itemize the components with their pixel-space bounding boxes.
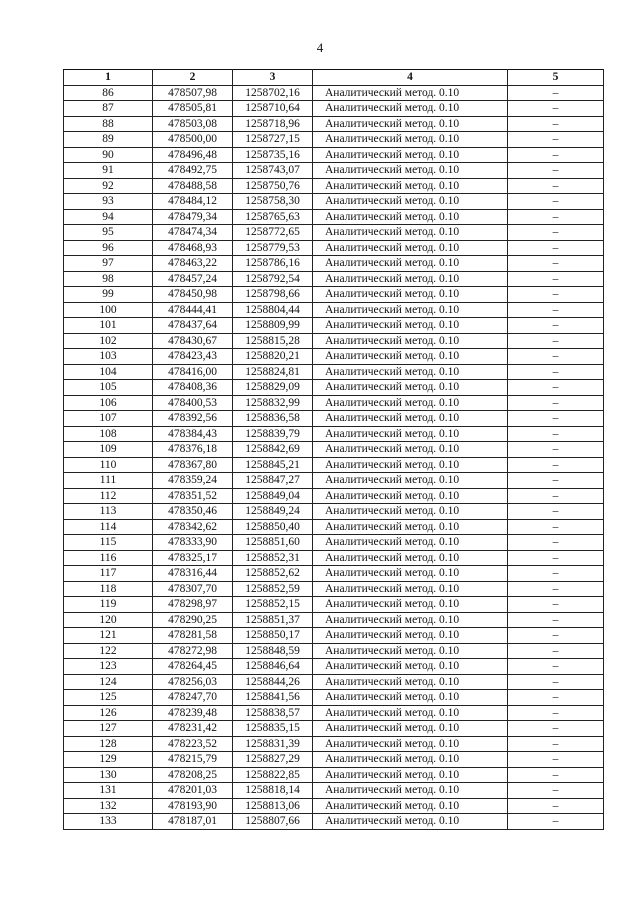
description-cell: – [508, 395, 604, 411]
method-cell: Аналитический метод. 0.10 [313, 628, 508, 644]
table-row [64, 767, 604, 783]
table-row [64, 581, 604, 597]
y-coordinate-cell: 1258851,37 [233, 612, 313, 628]
description-cell: – [508, 225, 604, 241]
y-coordinate-cell: 1258750,76 [233, 178, 313, 194]
table-row [64, 488, 604, 504]
method-cell: Аналитический метод. 0.10 [313, 349, 508, 365]
column-header-x-coordinate: 2 [153, 70, 233, 86]
table-row [64, 163, 604, 179]
description-cell: – [508, 643, 604, 659]
method-cell: Аналитический метод. 0.10 [313, 163, 508, 179]
point-number-cell: 102 [64, 333, 153, 349]
y-coordinate-cell: 1258850,40 [233, 519, 313, 535]
y-coordinate-cell: 1258852,59 [233, 581, 313, 597]
description-cell: – [508, 550, 604, 566]
y-coordinate-cell: 1258849,24 [233, 504, 313, 520]
table-row [64, 333, 604, 349]
point-number-cell: 130 [64, 767, 153, 783]
point-number-cell: 109 [64, 442, 153, 458]
table-row [64, 783, 604, 799]
description-cell: – [508, 659, 604, 675]
x-coordinate-cell: 478215,79 [153, 752, 233, 768]
y-coordinate-cell: 1258831,39 [233, 736, 313, 752]
description-cell: – [508, 783, 604, 799]
y-coordinate-cell: 1258839,79 [233, 426, 313, 442]
x-coordinate-cell: 478316,44 [153, 566, 233, 582]
y-coordinate-cell: 1258804,44 [233, 302, 313, 318]
method-cell: Аналитический метод. 0.10 [313, 736, 508, 752]
x-coordinate-cell: 478376,18 [153, 442, 233, 458]
table-row [64, 473, 604, 489]
point-number-cell: 115 [64, 535, 153, 551]
y-coordinate-cell: 1258850,17 [233, 628, 313, 644]
x-coordinate-cell: 478437,64 [153, 318, 233, 334]
method-cell: Аналитический метод. 0.10 [313, 411, 508, 427]
y-coordinate-cell: 1258827,29 [233, 752, 313, 768]
table-row [64, 690, 604, 706]
x-coordinate-cell: 478247,70 [153, 690, 233, 706]
method-cell: Аналитический метод. 0.10 [313, 318, 508, 334]
point-number-cell: 114 [64, 519, 153, 535]
x-coordinate-cell: 478193,90 [153, 798, 233, 814]
table-row [64, 705, 604, 721]
x-coordinate-cell: 478367,80 [153, 457, 233, 473]
description-cell: – [508, 349, 604, 365]
y-coordinate-cell: 1258818,14 [233, 783, 313, 799]
method-cell: Аналитический метод. 0.10 [313, 581, 508, 597]
point-number-cell: 101 [64, 318, 153, 334]
y-coordinate-cell: 1258758,30 [233, 194, 313, 210]
x-coordinate-cell: 478208,25 [153, 767, 233, 783]
table-row [64, 535, 604, 551]
description-cell: – [508, 488, 604, 504]
description-cell: – [508, 132, 604, 148]
description-cell: – [508, 690, 604, 706]
table-row [64, 814, 604, 830]
point-number-cell: 111 [64, 473, 153, 489]
x-coordinate-cell: 478430,67 [153, 333, 233, 349]
x-coordinate-cell: 478325,17 [153, 550, 233, 566]
point-number-cell: 107 [64, 411, 153, 427]
point-number-cell: 96 [64, 240, 153, 256]
description-cell: – [508, 333, 604, 349]
table-row [64, 318, 604, 334]
point-number-cell: 123 [64, 659, 153, 675]
method-cell: Аналитический метод. 0.10 [313, 333, 508, 349]
description-cell: – [508, 302, 604, 318]
method-cell: Аналитический метод. 0.10 [313, 240, 508, 256]
table-row [64, 736, 604, 752]
y-coordinate-cell: 1258838,57 [233, 705, 313, 721]
y-coordinate-cell: 1258849,04 [233, 488, 313, 504]
description-cell: – [508, 116, 604, 132]
point-number-cell: 117 [64, 566, 153, 582]
y-coordinate-cell: 1258772,65 [233, 225, 313, 241]
x-coordinate-cell: 478359,24 [153, 473, 233, 489]
point-number-cell: 106 [64, 395, 153, 411]
point-number-cell: 128 [64, 736, 153, 752]
method-cell: Аналитический метод. 0.10 [313, 643, 508, 659]
method-cell: Аналитический метод. 0.10 [313, 116, 508, 132]
x-coordinate-cell: 478474,34 [153, 225, 233, 241]
point-number-cell: 118 [64, 581, 153, 597]
point-number-cell: 113 [64, 504, 153, 520]
method-cell: Аналитический метод. 0.10 [313, 194, 508, 210]
point-number-cell: 91 [64, 163, 153, 179]
method-cell: Аналитический метод. 0.10 [313, 690, 508, 706]
x-coordinate-cell: 478408,36 [153, 380, 233, 396]
x-coordinate-cell: 478496,48 [153, 147, 233, 163]
x-coordinate-cell: 478479,34 [153, 209, 233, 225]
point-number-cell: 103 [64, 349, 153, 365]
table-row [64, 628, 604, 644]
description-cell: – [508, 85, 604, 101]
x-coordinate-cell: 478223,52 [153, 736, 233, 752]
point-number-cell: 94 [64, 209, 153, 225]
table-row [64, 674, 604, 690]
method-cell: Аналитический метод. 0.10 [313, 256, 508, 272]
method-cell: Аналитический метод. 0.10 [313, 597, 508, 613]
method-cell: Аналитический метод. 0.10 [313, 147, 508, 163]
table-row [64, 442, 604, 458]
table-row [64, 550, 604, 566]
point-number-cell: 90 [64, 147, 153, 163]
point-number-cell: 116 [64, 550, 153, 566]
method-cell: Аналитический метод. 0.10 [313, 225, 508, 241]
point-number-cell: 93 [64, 194, 153, 210]
point-number-cell: 127 [64, 721, 153, 737]
y-coordinate-cell: 1258842,69 [233, 442, 313, 458]
x-coordinate-cell: 478187,01 [153, 814, 233, 830]
point-number-cell: 88 [64, 116, 153, 132]
y-coordinate-cell: 1258852,15 [233, 597, 313, 613]
y-coordinate-cell: 1258735,16 [233, 147, 313, 163]
y-coordinate-cell: 1258718,96 [233, 116, 313, 132]
description-cell: – [508, 767, 604, 783]
y-coordinate-cell: 1258779,53 [233, 240, 313, 256]
method-cell: Аналитический метод. 0.10 [313, 752, 508, 768]
method-cell: Аналитический метод. 0.10 [313, 85, 508, 101]
x-coordinate-cell: 478400,53 [153, 395, 233, 411]
x-coordinate-cell: 478507,98 [153, 85, 233, 101]
description-cell: – [508, 364, 604, 380]
table-row [64, 411, 604, 427]
table-row [64, 395, 604, 411]
method-cell: Аналитический метод. 0.10 [313, 101, 508, 117]
description-cell: – [508, 271, 604, 287]
table-row [64, 85, 604, 101]
point-number-cell: 98 [64, 271, 153, 287]
x-coordinate-cell: 478350,46 [153, 504, 233, 520]
point-number-cell: 126 [64, 705, 153, 721]
method-cell: Аналитический метод. 0.10 [313, 426, 508, 442]
method-cell: Аналитический метод. 0.10 [313, 364, 508, 380]
method-cell: Аналитический метод. 0.10 [313, 519, 508, 535]
table-row [64, 225, 604, 241]
table-row [64, 302, 604, 318]
point-number-cell: 108 [64, 426, 153, 442]
method-cell: Аналитический метод. 0.10 [313, 535, 508, 551]
method-cell: Аналитический метод. 0.10 [313, 659, 508, 675]
table-row [64, 178, 604, 194]
x-coordinate-cell: 478290,25 [153, 612, 233, 628]
x-coordinate-cell: 478488,58 [153, 178, 233, 194]
method-cell: Аналитический метод. 0.10 [313, 302, 508, 318]
point-number-cell: 104 [64, 364, 153, 380]
method-cell: Аналитический метод. 0.10 [313, 674, 508, 690]
y-coordinate-cell: 1258813,06 [233, 798, 313, 814]
description-cell: – [508, 178, 604, 194]
method-cell: Аналитический метод. 0.10 [313, 504, 508, 520]
method-cell: Аналитический метод. 0.10 [313, 178, 508, 194]
y-coordinate-cell: 1258710,64 [233, 101, 313, 117]
y-coordinate-cell: 1258765,63 [233, 209, 313, 225]
point-number-cell: 125 [64, 690, 153, 706]
y-coordinate-cell: 1258702,16 [233, 85, 313, 101]
description-cell: – [508, 566, 604, 582]
description-cell: – [508, 736, 604, 752]
x-coordinate-cell: 478444,41 [153, 302, 233, 318]
table-row [64, 132, 604, 148]
x-coordinate-cell: 478272,98 [153, 643, 233, 659]
point-number-cell: 121 [64, 628, 153, 644]
method-cell: Аналитический метод. 0.10 [313, 566, 508, 582]
coordinates-table [63, 69, 604, 830]
description-cell: – [508, 612, 604, 628]
description-cell: – [508, 240, 604, 256]
table-row [64, 256, 604, 272]
table-row [64, 721, 604, 737]
table-row [64, 240, 604, 256]
y-coordinate-cell: 1258822,85 [233, 767, 313, 783]
x-coordinate-cell: 478351,52 [153, 488, 233, 504]
x-coordinate-cell: 478256,03 [153, 674, 233, 690]
column-header-point-number: 1 [64, 70, 153, 86]
point-number-cell: 119 [64, 597, 153, 613]
table-row [64, 752, 604, 768]
point-number-cell: 97 [64, 256, 153, 272]
x-coordinate-cell: 478500,00 [153, 132, 233, 148]
table-row [64, 519, 604, 535]
table-row [64, 194, 604, 210]
method-cell: Аналитический метод. 0.10 [313, 721, 508, 737]
x-coordinate-cell: 478468,93 [153, 240, 233, 256]
description-cell: – [508, 209, 604, 225]
x-coordinate-cell: 478231,42 [153, 721, 233, 737]
table-row [64, 209, 604, 225]
method-cell: Аналитический метод. 0.10 [313, 209, 508, 225]
description-cell: – [508, 473, 604, 489]
description-cell: – [508, 597, 604, 613]
point-number-cell: 133 [64, 814, 153, 830]
y-coordinate-cell: 1258829,09 [233, 380, 313, 396]
point-number-cell: 100 [64, 302, 153, 318]
table-row [64, 426, 604, 442]
method-cell: Аналитический метод. 0.10 [313, 814, 508, 830]
table-row [64, 380, 604, 396]
table-row [64, 271, 604, 287]
method-cell: Аналитический метод. 0.10 [313, 783, 508, 799]
table-row [64, 116, 604, 132]
column-header-method: 4 [313, 70, 508, 86]
x-coordinate-cell: 478201,03 [153, 783, 233, 799]
y-coordinate-cell: 1258798,66 [233, 287, 313, 303]
description-cell: – [508, 426, 604, 442]
point-number-cell: 86 [64, 85, 153, 101]
table-row [64, 597, 604, 613]
description-cell: – [508, 163, 604, 179]
y-coordinate-cell: 1258845,21 [233, 457, 313, 473]
method-cell: Аналитический метод. 0.10 [313, 132, 508, 148]
y-coordinate-cell: 1258815,28 [233, 333, 313, 349]
y-coordinate-cell: 1258851,60 [233, 535, 313, 551]
point-number-cell: 89 [64, 132, 153, 148]
point-number-cell: 95 [64, 225, 153, 241]
x-coordinate-cell: 478450,98 [153, 287, 233, 303]
table-row [64, 612, 604, 628]
description-cell: – [508, 256, 604, 272]
description-cell: – [508, 194, 604, 210]
x-coordinate-cell: 478392,56 [153, 411, 233, 427]
description-cell: – [508, 147, 604, 163]
x-coordinate-cell: 478239,48 [153, 705, 233, 721]
method-cell: Аналитический метод. 0.10 [313, 705, 508, 721]
table-row [64, 566, 604, 582]
x-coordinate-cell: 478492,75 [153, 163, 233, 179]
x-coordinate-cell: 478264,45 [153, 659, 233, 675]
table-row [64, 457, 604, 473]
description-cell: – [508, 798, 604, 814]
point-number-cell: 122 [64, 643, 153, 659]
point-number-cell: 110 [64, 457, 153, 473]
column-header-y-coordinate: 3 [233, 70, 313, 86]
method-cell: Аналитический метод. 0.10 [313, 612, 508, 628]
y-coordinate-cell: 1258727,15 [233, 132, 313, 148]
x-coordinate-cell: 478423,43 [153, 349, 233, 365]
x-coordinate-cell: 478281,58 [153, 628, 233, 644]
x-coordinate-cell: 478298,97 [153, 597, 233, 613]
description-cell: – [508, 705, 604, 721]
method-cell: Аналитический метод. 0.10 [313, 442, 508, 458]
point-number-cell: 92 [64, 178, 153, 194]
x-coordinate-cell: 478342,62 [153, 519, 233, 535]
point-number-cell: 120 [64, 612, 153, 628]
y-coordinate-cell: 1258792,54 [233, 271, 313, 287]
description-cell: – [508, 721, 604, 737]
description-cell: – [508, 519, 604, 535]
description-cell: – [508, 380, 604, 396]
point-number-cell: 129 [64, 752, 153, 768]
description-cell: – [508, 442, 604, 458]
point-number-cell: 105 [64, 380, 153, 396]
y-coordinate-cell: 1258786,16 [233, 256, 313, 272]
x-coordinate-cell: 478463,22 [153, 256, 233, 272]
y-coordinate-cell: 1258807,66 [233, 814, 313, 830]
x-coordinate-cell: 478333,90 [153, 535, 233, 551]
method-cell: Аналитический метод. 0.10 [313, 287, 508, 303]
table-row [64, 349, 604, 365]
y-coordinate-cell: 1258832,99 [233, 395, 313, 411]
table-row [64, 147, 604, 163]
y-coordinate-cell: 1258820,21 [233, 349, 313, 365]
method-cell: Аналитический метод. 0.10 [313, 767, 508, 783]
description-cell: – [508, 628, 604, 644]
x-coordinate-cell: 478307,70 [153, 581, 233, 597]
y-coordinate-cell: 1258743,07 [233, 163, 313, 179]
point-number-cell: 87 [64, 101, 153, 117]
y-coordinate-cell: 1258847,27 [233, 473, 313, 489]
y-coordinate-cell: 1258852,62 [233, 566, 313, 582]
table-row [64, 504, 604, 520]
description-cell: – [508, 101, 604, 117]
point-number-cell: 131 [64, 783, 153, 799]
y-coordinate-cell: 1258836,58 [233, 411, 313, 427]
table-row [64, 643, 604, 659]
x-coordinate-cell: 478505,81 [153, 101, 233, 117]
method-cell: Аналитический метод. 0.10 [313, 473, 508, 489]
point-number-cell: 124 [64, 674, 153, 690]
y-coordinate-cell: 1258841,56 [233, 690, 313, 706]
description-cell: – [508, 814, 604, 830]
table-row [64, 101, 604, 117]
table-row [64, 364, 604, 380]
x-coordinate-cell: 478457,24 [153, 271, 233, 287]
table-header-row [64, 70, 604, 86]
y-coordinate-cell: 1258835,15 [233, 721, 313, 737]
table-row [64, 287, 604, 303]
description-cell: – [508, 318, 604, 334]
description-cell: – [508, 457, 604, 473]
description-cell: – [508, 535, 604, 551]
description-cell: – [508, 752, 604, 768]
method-cell: Аналитический метод. 0.10 [313, 380, 508, 396]
y-coordinate-cell: 1258824,81 [233, 364, 313, 380]
page-number: 4 [316, 40, 324, 55]
y-coordinate-cell: 1258848,59 [233, 643, 313, 659]
y-coordinate-cell: 1258852,31 [233, 550, 313, 566]
y-coordinate-cell: 1258809,99 [233, 318, 313, 334]
x-coordinate-cell: 478484,12 [153, 194, 233, 210]
x-coordinate-cell: 478416,00 [153, 364, 233, 380]
x-coordinate-cell: 478503,08 [153, 116, 233, 132]
y-coordinate-cell: 1258846,64 [233, 659, 313, 675]
method-cell: Аналитический метод. 0.10 [313, 457, 508, 473]
table-row [64, 659, 604, 675]
method-cell: Аналитический метод. 0.10 [313, 271, 508, 287]
point-number-cell: 112 [64, 488, 153, 504]
x-coordinate-cell: 478384,43 [153, 426, 233, 442]
column-header-description: 5 [508, 70, 604, 86]
method-cell: Аналитический метод. 0.10 [313, 395, 508, 411]
method-cell: Аналитический метод. 0.10 [313, 798, 508, 814]
point-number-cell: 99 [64, 287, 153, 303]
description-cell: – [508, 674, 604, 690]
method-cell: Аналитический метод. 0.10 [313, 488, 508, 504]
description-cell: – [508, 411, 604, 427]
description-cell: – [508, 504, 604, 520]
y-coordinate-cell: 1258844,26 [233, 674, 313, 690]
description-cell: – [508, 287, 604, 303]
method-cell: Аналитический метод. 0.10 [313, 550, 508, 566]
table-row [64, 798, 604, 814]
point-number-cell: 132 [64, 798, 153, 814]
description-cell: – [508, 581, 604, 597]
